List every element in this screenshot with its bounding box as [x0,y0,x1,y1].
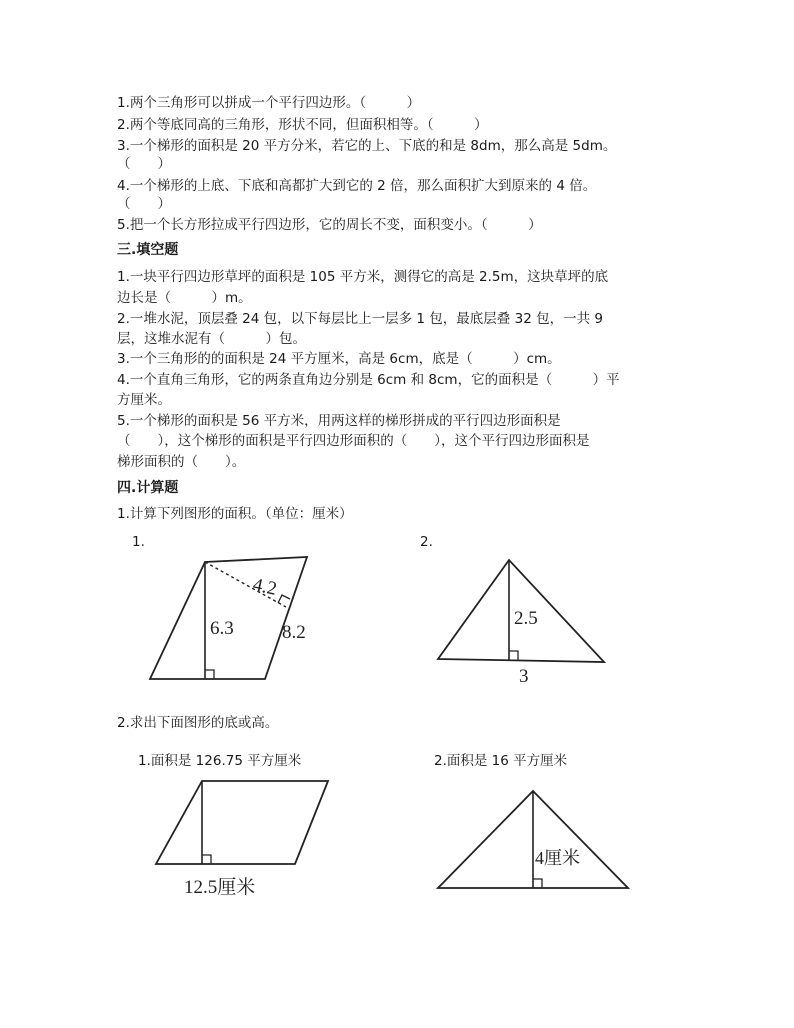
judge-question-5: 5.把一个长方形拉成平行四边形，它的周长不变，面积变小。（ ） [117,217,542,233]
fill-question-5-cont: （ ），这个梯形的面积是平行四边形面积的（ ），这个平行四边形面积是 [117,433,590,449]
judge-question-4: 4.一个梯形的上底、下底和高都扩大到它的 2 倍，那么面积扩大到原来的 4 倍。 [117,178,597,194]
figure-4-height-label: 4厘米 [535,848,580,868]
fill-question-2: 2.一堆水泥，顶层叠 24 包，以下每层比上一层多 1 包，最底层叠 32 包，一共 9 [117,311,603,327]
figure-1-parallelogram [140,545,320,685]
judge-question-1: 1.两个三角形可以拼成一个平行四边形。（ ） [117,95,421,111]
figure-1-height-label: 6.3 [210,618,234,639]
judge-question-3-blank: （ ） [117,156,171,172]
figure-4-caption: 2.面积是 16 平方厘米 [434,753,568,769]
judge-question-3: 3.一个梯形的面积是 20 平方分米，若它的上、下底的和是 8dm，那么高是 5dm。 [117,138,617,154]
judge-question-2: 2.两个等底同高的三角形，形状不同，但面积相等。（ ） [117,117,488,133]
calc-question-2: 2.求出下面图形的底或高。 [117,715,279,731]
fill-question-5: 5.一个梯形的面积是 56 平方米，用两这样的梯形拼成的平行四边形面积是 [117,413,561,429]
figure-3-base-label: 12.5厘米 [184,877,256,898]
figure-1-number: 1. [132,534,145,550]
figure-2-triangle [430,552,615,687]
fill-question-1: 1.一块平行四边形草坪的面积是 105 平方米，测得它的高是 2.5m，这块草坪的底 [117,269,609,285]
section-heading-calc: 四.计算题 [117,480,179,496]
figure-2-number: 2. [420,534,433,550]
fill-question-1-cont: 边长是（ ）m。 [117,290,252,306]
figure-2-height-label: 2.5 [514,608,538,629]
section-heading-fill: 三.填空题 [117,242,179,258]
fill-question-5-end: 梯形面积的（ ）。 [117,454,246,470]
fill-question-3: 3.一个三角形的的面积是 24 平方厘米，高是 6cm，底是（ ）cm。 [117,351,561,367]
fill-question-2-cont: 层，这堆水泥有（ ）包。 [117,331,306,347]
figure-1-side-label: 8.2 [282,622,306,643]
figure-4-triangle [430,782,640,897]
figure-3-parallelogram [145,772,345,902]
figure-2-base-label: 3 [519,666,529,687]
figure-1-perp-label: 4.2 [250,574,279,600]
calc-question-1: 1.计算下列图形的面积。（单位：厘米） [117,506,353,522]
fill-question-4-cont: 方厘米。 [117,392,171,408]
judge-question-4-blank: （ ） [117,196,171,212]
figure-3-caption: 1.面积是 126.75 平方厘米 [138,753,302,769]
fill-question-4: 4.一个直角三角形，它的两条直角边分别是 6cm 和 8cm，它的面积是（ ）平 [117,372,620,388]
